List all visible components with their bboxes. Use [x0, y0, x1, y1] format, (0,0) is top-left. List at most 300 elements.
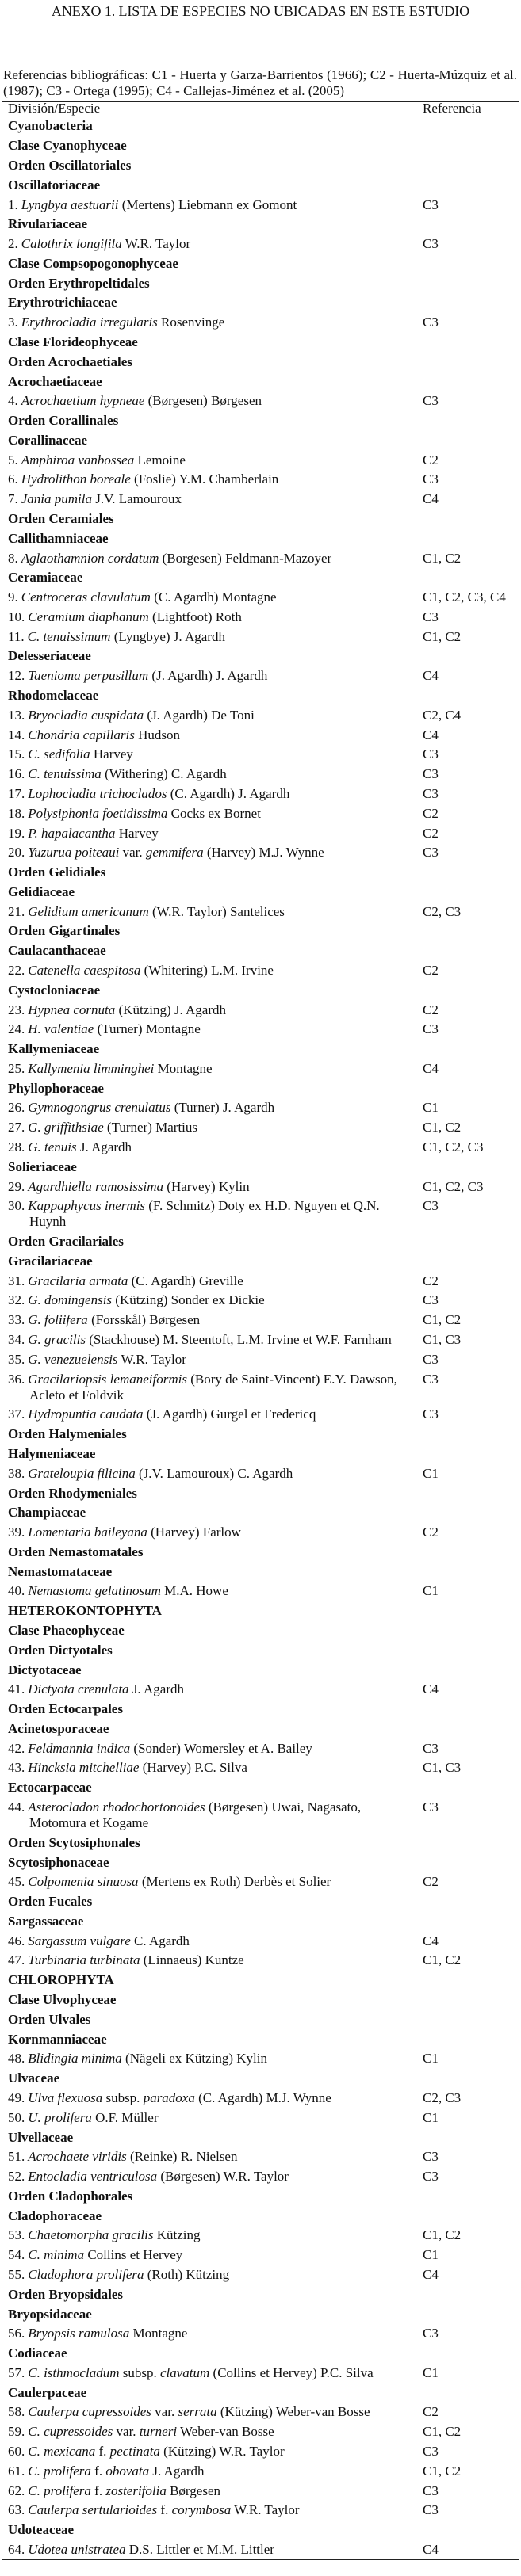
taxon-heading-row — [2, 1157, 519, 1177]
authority-text: J. Agardh — [76, 1139, 132, 1155]
taxon-heading-row — [2, 1660, 519, 1680]
species-row — [2, 588, 519, 608]
species-name — [8, 1874, 423, 1890]
reference-cell: C1, C2 — [423, 550, 462, 566]
species-name — [8, 629, 423, 645]
species-number: 20. — [8, 845, 25, 861]
species-row — [2, 1118, 519, 1138]
species-row — [2, 1311, 519, 1330]
species-row — [2, 2049, 519, 2069]
taxon-name: Cyanobacteria — [8, 118, 93, 134]
species-name — [8, 2502, 423, 2518]
authority-text: W.R. Taylor — [117, 1351, 186, 1367]
taxon-name: Ectocarpaceae — [8, 1780, 92, 1796]
authority-text: Harvey — [90, 746, 133, 762]
species-row — [2, 784, 519, 804]
species-name — [8, 2149, 423, 2165]
species-number: 32. — [8, 1292, 25, 1308]
species-name — [8, 491, 423, 507]
scientific-name-italic: Hydrolithon boreale — [21, 471, 131, 487]
taxon-name: Corallinaceae — [8, 432, 88, 448]
taxon-name: Clase Cyanophyceae — [8, 138, 127, 154]
taxon-heading-row — [2, 529, 519, 548]
species-name — [8, 963, 423, 979]
scientific-name-italic: Hincksia mitchelliae — [28, 1760, 140, 1776]
species-number: 30. — [8, 1198, 25, 1214]
scientific-name-italic: Asterocladon rhodochortonoides — [28, 1799, 205, 1815]
species-name — [8, 236, 423, 252]
species-number: 45. — [8, 1874, 25, 1890]
taxon-name: Rhodomelaceae — [8, 688, 99, 704]
authority-text: (J. Agardh) De Toni — [144, 707, 255, 723]
taxon-name: Orden Gigartinales — [8, 923, 121, 939]
taxon-heading-row — [2, 156, 519, 176]
taxon-heading-row — [2, 2304, 519, 2324]
reference-cell: C3 — [423, 1351, 439, 1367]
species-row — [2, 627, 519, 647]
species-number: 10. — [8, 609, 25, 624]
species-table — [2, 101, 519, 2560]
species-number: 47. — [8, 1952, 25, 1968]
taxon-heading-row — [2, 863, 519, 883]
species-number: 38. — [8, 1465, 25, 1481]
species-row — [2, 1582, 519, 1601]
species-row — [2, 1349, 519, 1369]
authority-text: (Lyngbye) J. Agardh — [110, 628, 225, 644]
reference-cell: C4 — [423, 668, 439, 684]
species-name — [8, 2227, 423, 2243]
authority-text: (Forsskål) Børgesen — [87, 1312, 201, 1328]
scientific-name-italic: pectinata — [109, 2444, 160, 2460]
authority-text: (Turner) Montagne — [94, 1021, 201, 1037]
species-name — [8, 2483, 423, 2499]
scientific-name-italic: Lophocladia trichoclados — [28, 785, 167, 801]
authority-text: (C. Agardh) Greville — [128, 1273, 243, 1288]
authority-text: C. Agardh — [130, 1933, 190, 1948]
authority-text: (Whitering) L.M. Irvine — [140, 962, 274, 978]
species-number: 48. — [8, 2051, 25, 2067]
reference-cell: C1, C2 — [423, 2227, 462, 2243]
scientific-name-italic: Udotea unistratea — [28, 2541, 126, 2557]
reference-cell: C4 — [423, 2266, 439, 2282]
species-name — [8, 1100, 423, 1116]
species-number: 18. — [8, 805, 25, 821]
species-number: 29. — [8, 1178, 25, 1194]
species-name — [8, 1525, 423, 1540]
reference-cell: C1 — [423, 1583, 439, 1599]
species-name — [8, 708, 423, 723]
taxon-heading-row — [2, 293, 519, 313]
reference-cell: C4 — [423, 2541, 439, 2557]
scientific-name-italic: Agardhiella ramosissima — [28, 1178, 164, 1194]
taxon-name: Bryopsidaceae — [8, 2306, 92, 2322]
taxon-heading-row — [2, 1971, 519, 1990]
species-number: 28. — [8, 1139, 25, 1155]
authority-text: var. — [113, 2424, 140, 2440]
authority-continuation: Motomura et Kogame — [29, 1815, 149, 1831]
authority-text: (Turner) Martius — [103, 1120, 198, 1135]
taxon-name: Udoteaceae — [8, 2522, 75, 2538]
authority-text: var. — [151, 2404, 178, 2420]
scientific-name-italic: G. tenuis — [28, 1139, 77, 1155]
reference-cell: C3 — [423, 236, 439, 252]
species-row — [2, 745, 519, 765]
species-row — [2, 2540, 519, 2560]
reference-cell: C1, C2, C3 — [423, 1178, 484, 1194]
table-body — [2, 116, 519, 2559]
authority-text: (Linnaeus) Kuntze — [140, 1952, 244, 1968]
scientific-name-italic: Taenioma perpusillum — [28, 668, 149, 684]
taxon-name: Codiaceae — [8, 2345, 67, 2361]
taxon-name: Orden Erythropeltidales — [8, 275, 150, 291]
authority-text: (J. Agardh) Gurgel et Fredericq — [143, 1406, 316, 1422]
species-name — [8, 1273, 423, 1289]
taxon-heading-row — [2, 333, 519, 353]
species-row — [2, 823, 519, 843]
species-name — [8, 1332, 423, 1348]
species-name — [8, 1021, 423, 1037]
species-name — [8, 1198, 423, 1230]
taxon-heading-row — [2, 2009, 519, 2029]
species-name — [8, 845, 423, 861]
authority-text: W.R. Taylor — [121, 236, 191, 252]
reference-cell: C3 — [423, 315, 439, 330]
taxon-name: Oscillatoriaceae — [8, 177, 101, 193]
scientific-name-italic: G. griffithsiae — [28, 1120, 104, 1135]
authority-text: O.F. Müller — [91, 2109, 159, 2125]
species-number: 40. — [8, 1583, 25, 1599]
taxon-heading-row — [2, 2029, 519, 2049]
reference-cell: C3 — [423, 1198, 439, 1214]
scientific-name-italic: Dictyota crenulata — [28, 1681, 129, 1697]
taxon-name: Orden Ectocarpales — [8, 1701, 123, 1717]
scientific-name-italic: Yuzurua poiteaui — [28, 845, 120, 861]
taxon-name: Acinetosporaceae — [8, 1720, 109, 1736]
taxon-name: Orden Scytosiphonales — [8, 1834, 140, 1850]
reference-cell: C3 — [423, 1371, 439, 1387]
species-row — [2, 2422, 519, 2442]
species-name — [8, 315, 423, 330]
species-number: 54. — [8, 2247, 25, 2263]
species-row — [2, 1369, 519, 1405]
scientific-name-italic: Lyngbya aestuarii — [21, 197, 119, 212]
authority-text: Lemoine — [134, 452, 186, 467]
taxon-name: HETEROKONTOPHYTA — [8, 1603, 162, 1619]
reference-cell: C3 — [423, 2483, 439, 2498]
scientific-name-italic: corymbosa — [171, 2502, 232, 2518]
species-number: 2. — [8, 236, 18, 252]
species-number: 35. — [8, 1351, 25, 1367]
species-row — [2, 2089, 519, 2109]
scientific-name-italic: Colpomenia sinuosa — [28, 1874, 139, 1890]
species-row — [2, 2481, 519, 2501]
authority-text: Weber-van Bosse — [177, 2424, 274, 2440]
authority-text: Montagne — [129, 2326, 188, 2341]
authority-text: (Foslie) Y.M. Chamberlain — [130, 471, 279, 487]
species-name — [8, 1061, 423, 1077]
species-row — [2, 1931, 519, 1951]
species-row — [2, 548, 519, 568]
species-name — [8, 2090, 423, 2106]
reference-cell: C3 — [423, 2444, 439, 2460]
taxon-heading-row — [2, 1252, 519, 1272]
species-name — [8, 826, 423, 841]
authority-text: subsp. — [119, 2364, 160, 2380]
taxon-heading-row — [2, 2186, 519, 2206]
species-name — [8, 2444, 423, 2460]
taxon-name: Ulvellaceae — [8, 2129, 74, 2145]
taxon-name: Orden Nemastomatales — [8, 1544, 144, 1559]
authority-text: (Børgesen) Børgesen — [144, 393, 262, 409]
reference-cell: C1, C2 — [423, 628, 462, 644]
species-name — [8, 1352, 423, 1368]
taxon-heading-row — [2, 2284, 519, 2304]
taxon-name: Dictyotaceae — [8, 1662, 82, 1677]
species-number: 4. — [8, 393, 18, 409]
reference-cell: C4 — [423, 727, 439, 742]
scientific-name-italic: Bryocladia cuspidata — [28, 707, 144, 723]
scientific-name-italic: C. mexicana — [28, 2444, 96, 2460]
species-name — [8, 2110, 423, 2126]
species-name — [8, 766, 423, 782]
reference-cell: C2 — [423, 1525, 439, 1540]
taxon-heading-row — [2, 2069, 519, 2089]
taxon-name: Orden Bryopsidales — [8, 2286, 123, 2302]
taxon-name: Orden Cladophorales — [8, 2188, 133, 2204]
reference-cell: C3 — [423, 2502, 439, 2518]
scientific-name-italic: C. isthmocladum — [28, 2364, 120, 2380]
species-name — [8, 1312, 423, 1328]
authority-text: (Nägeli ex Kützing) Kylin — [121, 2051, 267, 2067]
species-name — [8, 904, 423, 920]
authority-text: Harvey — [115, 825, 159, 841]
species-name — [8, 1952, 423, 1968]
species-name — [8, 1741, 423, 1757]
taxon-heading-row — [2, 1912, 519, 1932]
species-name — [8, 1139, 423, 1155]
species-row — [2, 2364, 519, 2383]
species-row — [2, 1196, 519, 1232]
authority-text: (C. Agardh) M.J. Wynne — [194, 2089, 331, 2105]
reference-cell: C4 — [423, 1060, 439, 1076]
authority-text: var. — [119, 845, 146, 861]
reference-cell: C1, C2 — [423, 1312, 462, 1328]
scientific-name-italic: P. hapalacantha — [28, 825, 116, 841]
reference-cell: C3 — [423, 1799, 439, 1815]
species-name — [8, 590, 423, 605]
species-row — [2, 1798, 519, 1834]
reference-cell: C4 — [423, 491, 439, 507]
taxon-name: Clase Ulvophyceae — [8, 1992, 117, 2008]
species-name — [8, 1179, 423, 1195]
taxon-heading-row — [2, 941, 519, 961]
scientific-name-italic: turneri — [139, 2424, 178, 2440]
authority-text: (Borgesen) Feldmann-Mazoyer — [159, 550, 332, 566]
authority-text: (F. Schmitz) Doty ex H.D. Nguyen et Q.N. — [145, 1198, 380, 1214]
species-number: 58. — [8, 2404, 25, 2420]
authority-text: f. — [95, 2444, 110, 2460]
authority-text: (Kützing) Weber-van Bosse — [216, 2404, 370, 2420]
authority-text: (Kützing) Sonder ex Dickie — [112, 1292, 265, 1308]
species-number: 60. — [8, 2444, 25, 2460]
authority-text: f. — [90, 2463, 106, 2479]
taxon-name: Caulacanthaceae — [8, 943, 106, 959]
species-name — [8, 727, 423, 743]
species-row — [2, 2265, 519, 2285]
scientific-name-italic: Gymnogongrus crenulatus — [28, 1100, 171, 1116]
species-number: 61. — [8, 2463, 25, 2479]
authority-text: Montagne — [154, 1060, 213, 1076]
species-row — [2, 705, 519, 725]
authority-text: (Mertens) Liebmann ex Gomont — [118, 197, 297, 212]
species-number: 42. — [8, 1740, 25, 1756]
reference-cell: C2 — [423, 1002, 439, 1017]
species-number: 46. — [8, 1933, 25, 1948]
species-name — [8, 1406, 423, 1422]
authority-text: Rosenvinge — [157, 315, 225, 330]
scientific-name-italic: Feldmannia indica — [28, 1740, 131, 1756]
species-name — [8, 1933, 423, 1949]
taxon-heading-row — [2, 1621, 519, 1641]
species-number: 1. — [8, 197, 18, 212]
species-number: 11. — [8, 628, 25, 644]
reference-cell: C1, C2 — [423, 2424, 462, 2440]
scientific-name-italic: H. valentiae — [28, 1021, 94, 1037]
taxon-name: Clase Phaeophyceae — [8, 1622, 125, 1638]
species-number: 63. — [8, 2502, 25, 2518]
taxon-heading-row — [2, 2383, 519, 2402]
species-name — [8, 2267, 423, 2283]
species-number: 51. — [8, 2149, 25, 2165]
taxon-heading-row — [2, 647, 519, 666]
species-number: 8. — [8, 550, 18, 566]
species-row — [2, 1000, 519, 1020]
reference-cell: C1 — [423, 2364, 439, 2380]
scientific-name-italic: Sargassum vulgare — [28, 1933, 131, 1948]
species-row — [2, 1680, 519, 1700]
taxon-name: Delesseriaceae — [8, 648, 91, 664]
authority-text: (Børgesen) W.R. Taylor — [157, 2169, 289, 2185]
taxon-name: Orden Fucales — [8, 1894, 93, 1910]
reference-cell: C2, C4 — [423, 707, 462, 723]
authority-text: subsp. — [102, 2089, 144, 2105]
species-row — [2, 1177, 519, 1196]
taxon-heading-row — [2, 1444, 519, 1464]
authority-text: (Harvey) Farlow — [147, 1525, 241, 1540]
taxon-heading-row — [2, 1892, 519, 1912]
reference-cell: C1 — [423, 1465, 439, 1481]
species-number: 50. — [8, 2109, 25, 2125]
taxon-heading-row — [2, 2344, 519, 2364]
reference-cell: C1, C2 — [423, 1952, 462, 1968]
reference-cell: C3 — [423, 2326, 439, 2341]
taxon-heading-row — [2, 509, 519, 529]
scientific-name-italic: C. sedifolia — [28, 746, 90, 762]
scientific-name-italic: G. domingensis — [28, 1292, 113, 1308]
taxon-heading-row — [2, 1425, 519, 1444]
species-row — [2, 313, 519, 333]
species-number: 44. — [8, 1799, 25, 1815]
authority-text: Kützing — [153, 2227, 201, 2243]
species-name — [8, 1681, 423, 1697]
reference-cell: C1, C2, C3 — [423, 1139, 484, 1155]
taxon-heading-row — [2, 1719, 519, 1739]
reference-cell: C3 — [423, 785, 439, 801]
species-row — [2, 1059, 519, 1079]
taxon-name: Champiaceae — [8, 1505, 86, 1521]
reference-cell: C1, C3 — [423, 1332, 462, 1348]
taxon-heading-row — [2, 352, 519, 372]
species-number: 41. — [8, 1681, 25, 1697]
species-row — [2, 902, 519, 922]
authority-text: W.R. Taylor — [231, 2502, 300, 2518]
species-row — [2, 666, 519, 686]
scientific-name-italic: Hydropuntia caudata — [28, 1406, 144, 1422]
species-number: 55. — [8, 2266, 25, 2282]
reference-cell: C2 — [423, 805, 439, 821]
species-number: 3. — [8, 315, 18, 330]
reference-cell: C4 — [423, 1933, 439, 1948]
species-number: 17. — [8, 785, 25, 801]
species-row — [2, 470, 519, 490]
scientific-name-italic: G. gracilis — [28, 1332, 86, 1348]
reference-cell: C4 — [423, 1681, 439, 1697]
species-row — [2, 1138, 519, 1158]
taxon-heading-row — [2, 2521, 519, 2540]
scientific-name-italic: Gelidium americanum — [28, 903, 149, 919]
species-row — [2, 2147, 519, 2167]
authority-text: (Sonder) Womersley et A. Bailey — [130, 1740, 312, 1756]
species-number: 6. — [8, 471, 18, 487]
taxon-heading-row — [2, 922, 519, 941]
species-number: 52. — [8, 2169, 25, 2185]
scientific-name-italic: G. venezuelensis — [28, 1351, 118, 1367]
scientific-name-italic: Gracilariopsis lemaneiformis — [28, 1371, 187, 1387]
scientific-name-italic: Gracilaria armata — [28, 1273, 128, 1288]
species-name — [8, 1372, 423, 1403]
species-number: 14. — [8, 727, 25, 742]
species-name — [8, 2247, 423, 2263]
authority-text: (Turner) J. Agardh — [170, 1100, 275, 1116]
species-name — [8, 2169, 423, 2185]
scientific-name-italic: Hypnea cornuta — [28, 1002, 116, 1017]
species-number: 24. — [8, 1021, 25, 1037]
scientific-name-italic: Catenella caespitosa — [28, 962, 141, 978]
species-number: 12. — [8, 668, 25, 684]
taxon-name: Nemastomataceae — [8, 1563, 113, 1579]
authority-text: (Børgesen) Uwai, Nagasato, — [205, 1799, 362, 1815]
authority-text: D.S. Littler et M.M. Littler — [125, 2541, 274, 2557]
species-number: 21. — [8, 903, 25, 919]
reference-cell: C1, C2 — [423, 1120, 462, 1135]
reference-cell: C2, C3 — [423, 903, 462, 919]
species-number: 19. — [8, 825, 25, 841]
species-row — [2, 1098, 519, 1118]
species-name — [8, 471, 423, 487]
taxon-heading-row — [2, 1503, 519, 1523]
authority-text: (J.V. Lamouroux) C. Agardh — [135, 1465, 293, 1481]
reference-cell: C2 — [423, 1273, 439, 1288]
taxon-heading-row — [2, 215, 519, 235]
authority-text: (J. Agardh) J. Agardh — [148, 668, 268, 684]
reference-cell: C1 — [423, 2247, 439, 2263]
scientific-name-italic: serrata — [178, 2404, 217, 2420]
taxon-heading-row — [2, 1542, 519, 1562]
reference-cell: C3 — [423, 197, 439, 212]
species-name — [8, 1799, 423, 1831]
scientific-name-italic: Grateloupia filicina — [28, 1465, 136, 1481]
taxon-name: Orden Oscillatoriales — [8, 157, 132, 173]
